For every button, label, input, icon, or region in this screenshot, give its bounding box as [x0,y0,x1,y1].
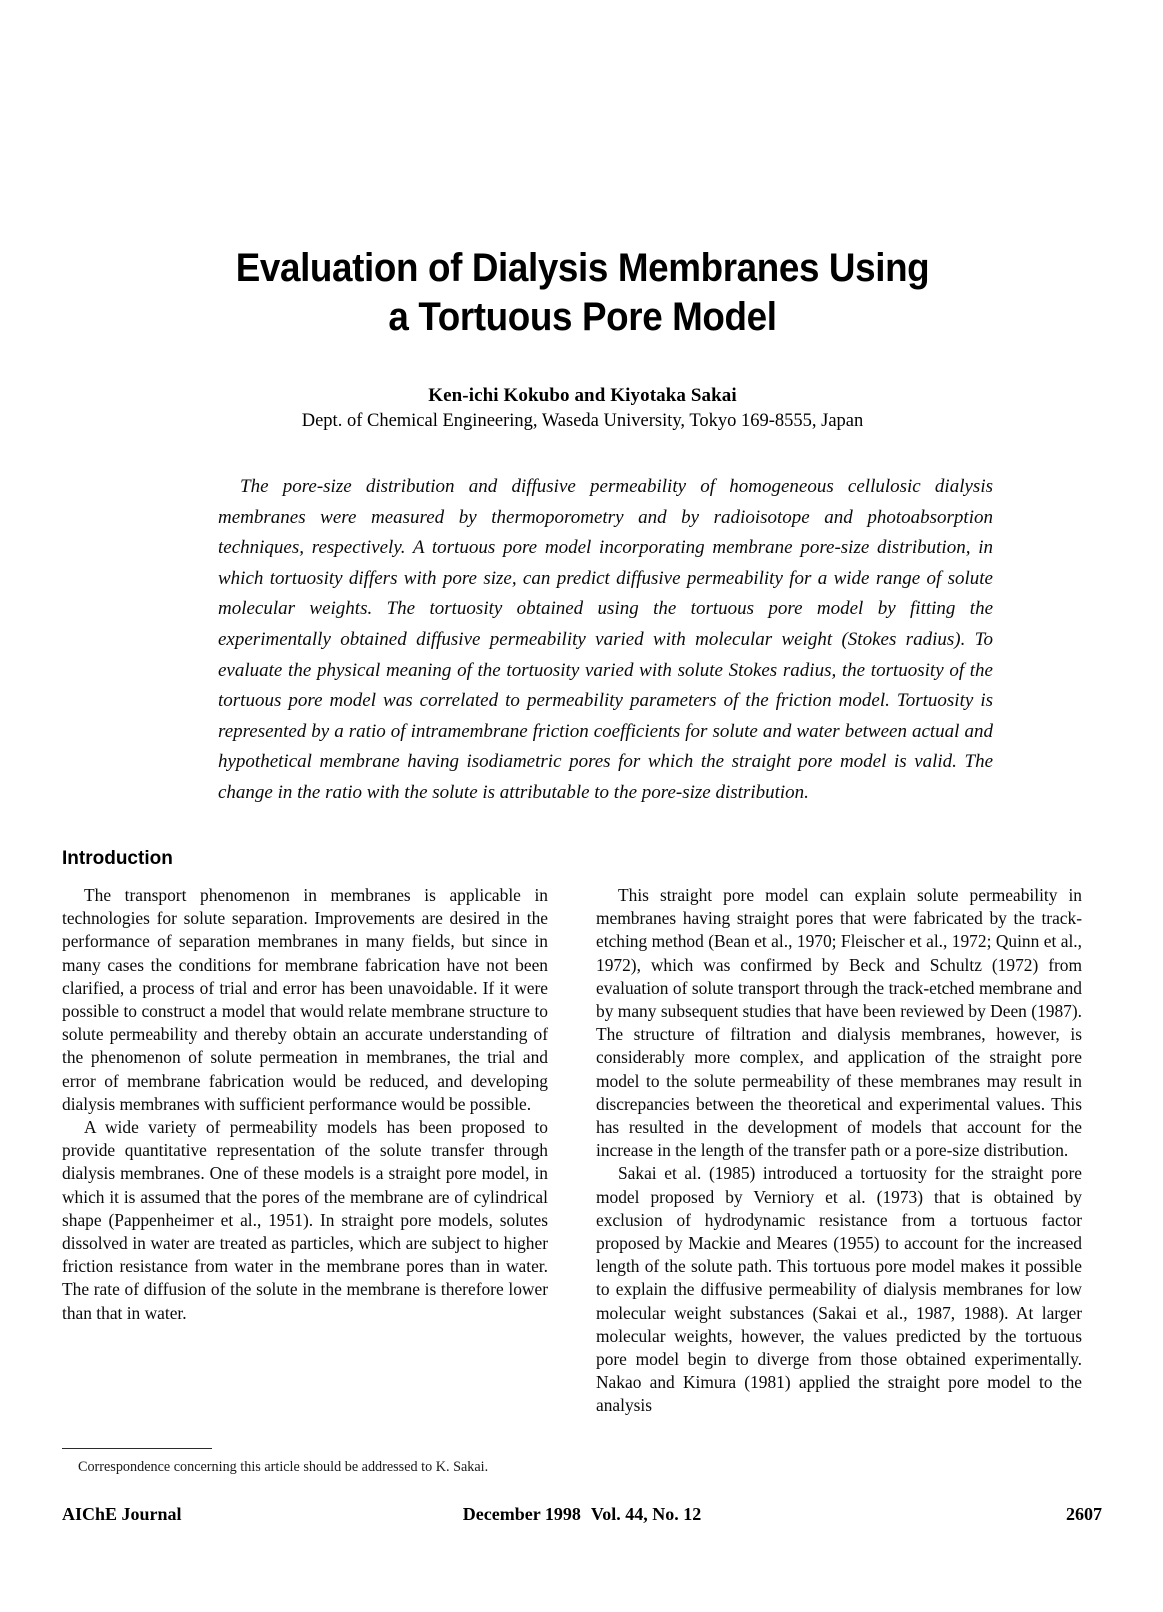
paragraph: This straight pore model can explain solute permeability in membranes having straight pores that were fabricated by the track-etching method (Bean et al., 1970; Fleischer et al., 1972; Quinn et al., 1972), which was confirmed by Beck and Schultz (1972) from evaluation of solute transport through the track-etched membrane and by many subsequent studies that have been reviewed by Deen (1987). The structure of filtration and dialysis membranes, however, is considerably more complex, and application of the straight pore model to the solute permeability of these membranes may result in discrepancies between the theoretical and experimental values. This has resulted in the development of models that account for the increase in the length of the transfer path or a pore-size distribution. [596,885,1082,1161]
section-heading-introduction: Introduction [62,848,173,869]
author-list: Ken-ichi Kokubo and Kiyotaka Sakai [428,385,737,406]
paragraph: A wide variety of permeability models has been proposed to provide quantitative representation of the solute transfer through dialysis membranes. One of these models is a straight pore model, in which it is assumed that the pores of the membrane are of cylindrical shape (Pappenheimer et al., 1951). In straight pore models, solutes dissolved in water are treated as particles, which are subject to higher friction resistance from water in the membrane pores than in water. The rate of diffusion of the solute in the membrane is therefore lower than that in water. [62,1117,548,1323]
body-column-right [596,884,1082,1418]
footer-volume: Vol. 44, No. 12 [590,1504,702,1524]
author-affiliation: Dept. of Chemical Engineering, Waseda University, Tokyo 169-8555, Japan [301,411,864,431]
footnote-divider [62,1448,212,1449]
footnote-text: Correspondence concerning this article should be addressed to K. Sakai. [78,1459,489,1475]
abstract-text: The pore-size distribution and diffusive permeability of homogeneous cellulosic dialysis membranes were measured by thermoporometry and by radioisotope and photoabsorption techniques, respectively. A tortuous pore model incorporating membrane pore-size distribution, in which tortuosity differs with pore size, can predict diffusive permeability for a wide range of solute molecular weights. The tortuosity obtained using the tortuous pore model by fitting the experimentally obtained diffusive permeability varied with molecular weight (Stokes radius). To evaluate the physical meaning of the tortuosity varied with solute Stokes radius, the tortuosity of the tortuous pore model was correlated to permeability parameters of the friction model. Tortuosity is represented by a ratio of intramembrane friction coefficients for solute and water between actual and hypothetical membrane having isodiametric pores for which the straight pore model is valid. The change in the ratio with the solute is attributable to the pore-size distribution. [218,476,993,803]
paragraph: Sakai et al. (1985) introduced a tortuosity for the straight pore model proposed by Verniory et al. (1973) that is obtained by exclusion of hydrodynamic resistance from a tortuous factor proposed by Mackie and Meares (1955) to account for the increased length of the solute path. This tortuous pore model makes it possible to explain the diffusive permeability of dialysis membranes for low molecular weight substances (Sakai et al., 1987, 1988). At larger molecular weights, however, the values predicted by the tortuous pore model begin to diverge from those obtained experimentally. Nakao and Kimura (1981) applied the straight pore model to the analysis [596,1163,1082,1416]
page-footer [62,1504,1102,1530]
title-line-2: a Tortuous Pore Model [388,295,777,339]
title-line-1: Evaluation of Dialysis Membranes Using [235,246,930,290]
footer-journal-name: AIChE Journal [62,1504,182,1524]
footer-issue [62,1504,1102,1525]
body-column-left [62,848,548,1325]
paragraph: The transport phenomenon in membranes is applicable in technologies for solute separation. Improvements are desired in the performance of separation membranes in many fields, but since in many cases the conditions for membrane fabrication have not been clarified, a process of trial and error has been unavoidable. If it were possible to construct a model that would relate membrane structure to solute permeability and thereby obtain an accurate understanding of the phenomenon of solute permeation in membranes, the trial and error of membrane fabrication would be reduced, and developing dialysis membranes with sufficient performance would be possible. [62,885,548,1114]
footer-page-number: 2607 [1066,1504,1102,1524]
correspondence-footnote [62,1448,548,1476]
footer-issue-date: December 1998 [462,1504,581,1524]
page-title [120,244,1045,342]
